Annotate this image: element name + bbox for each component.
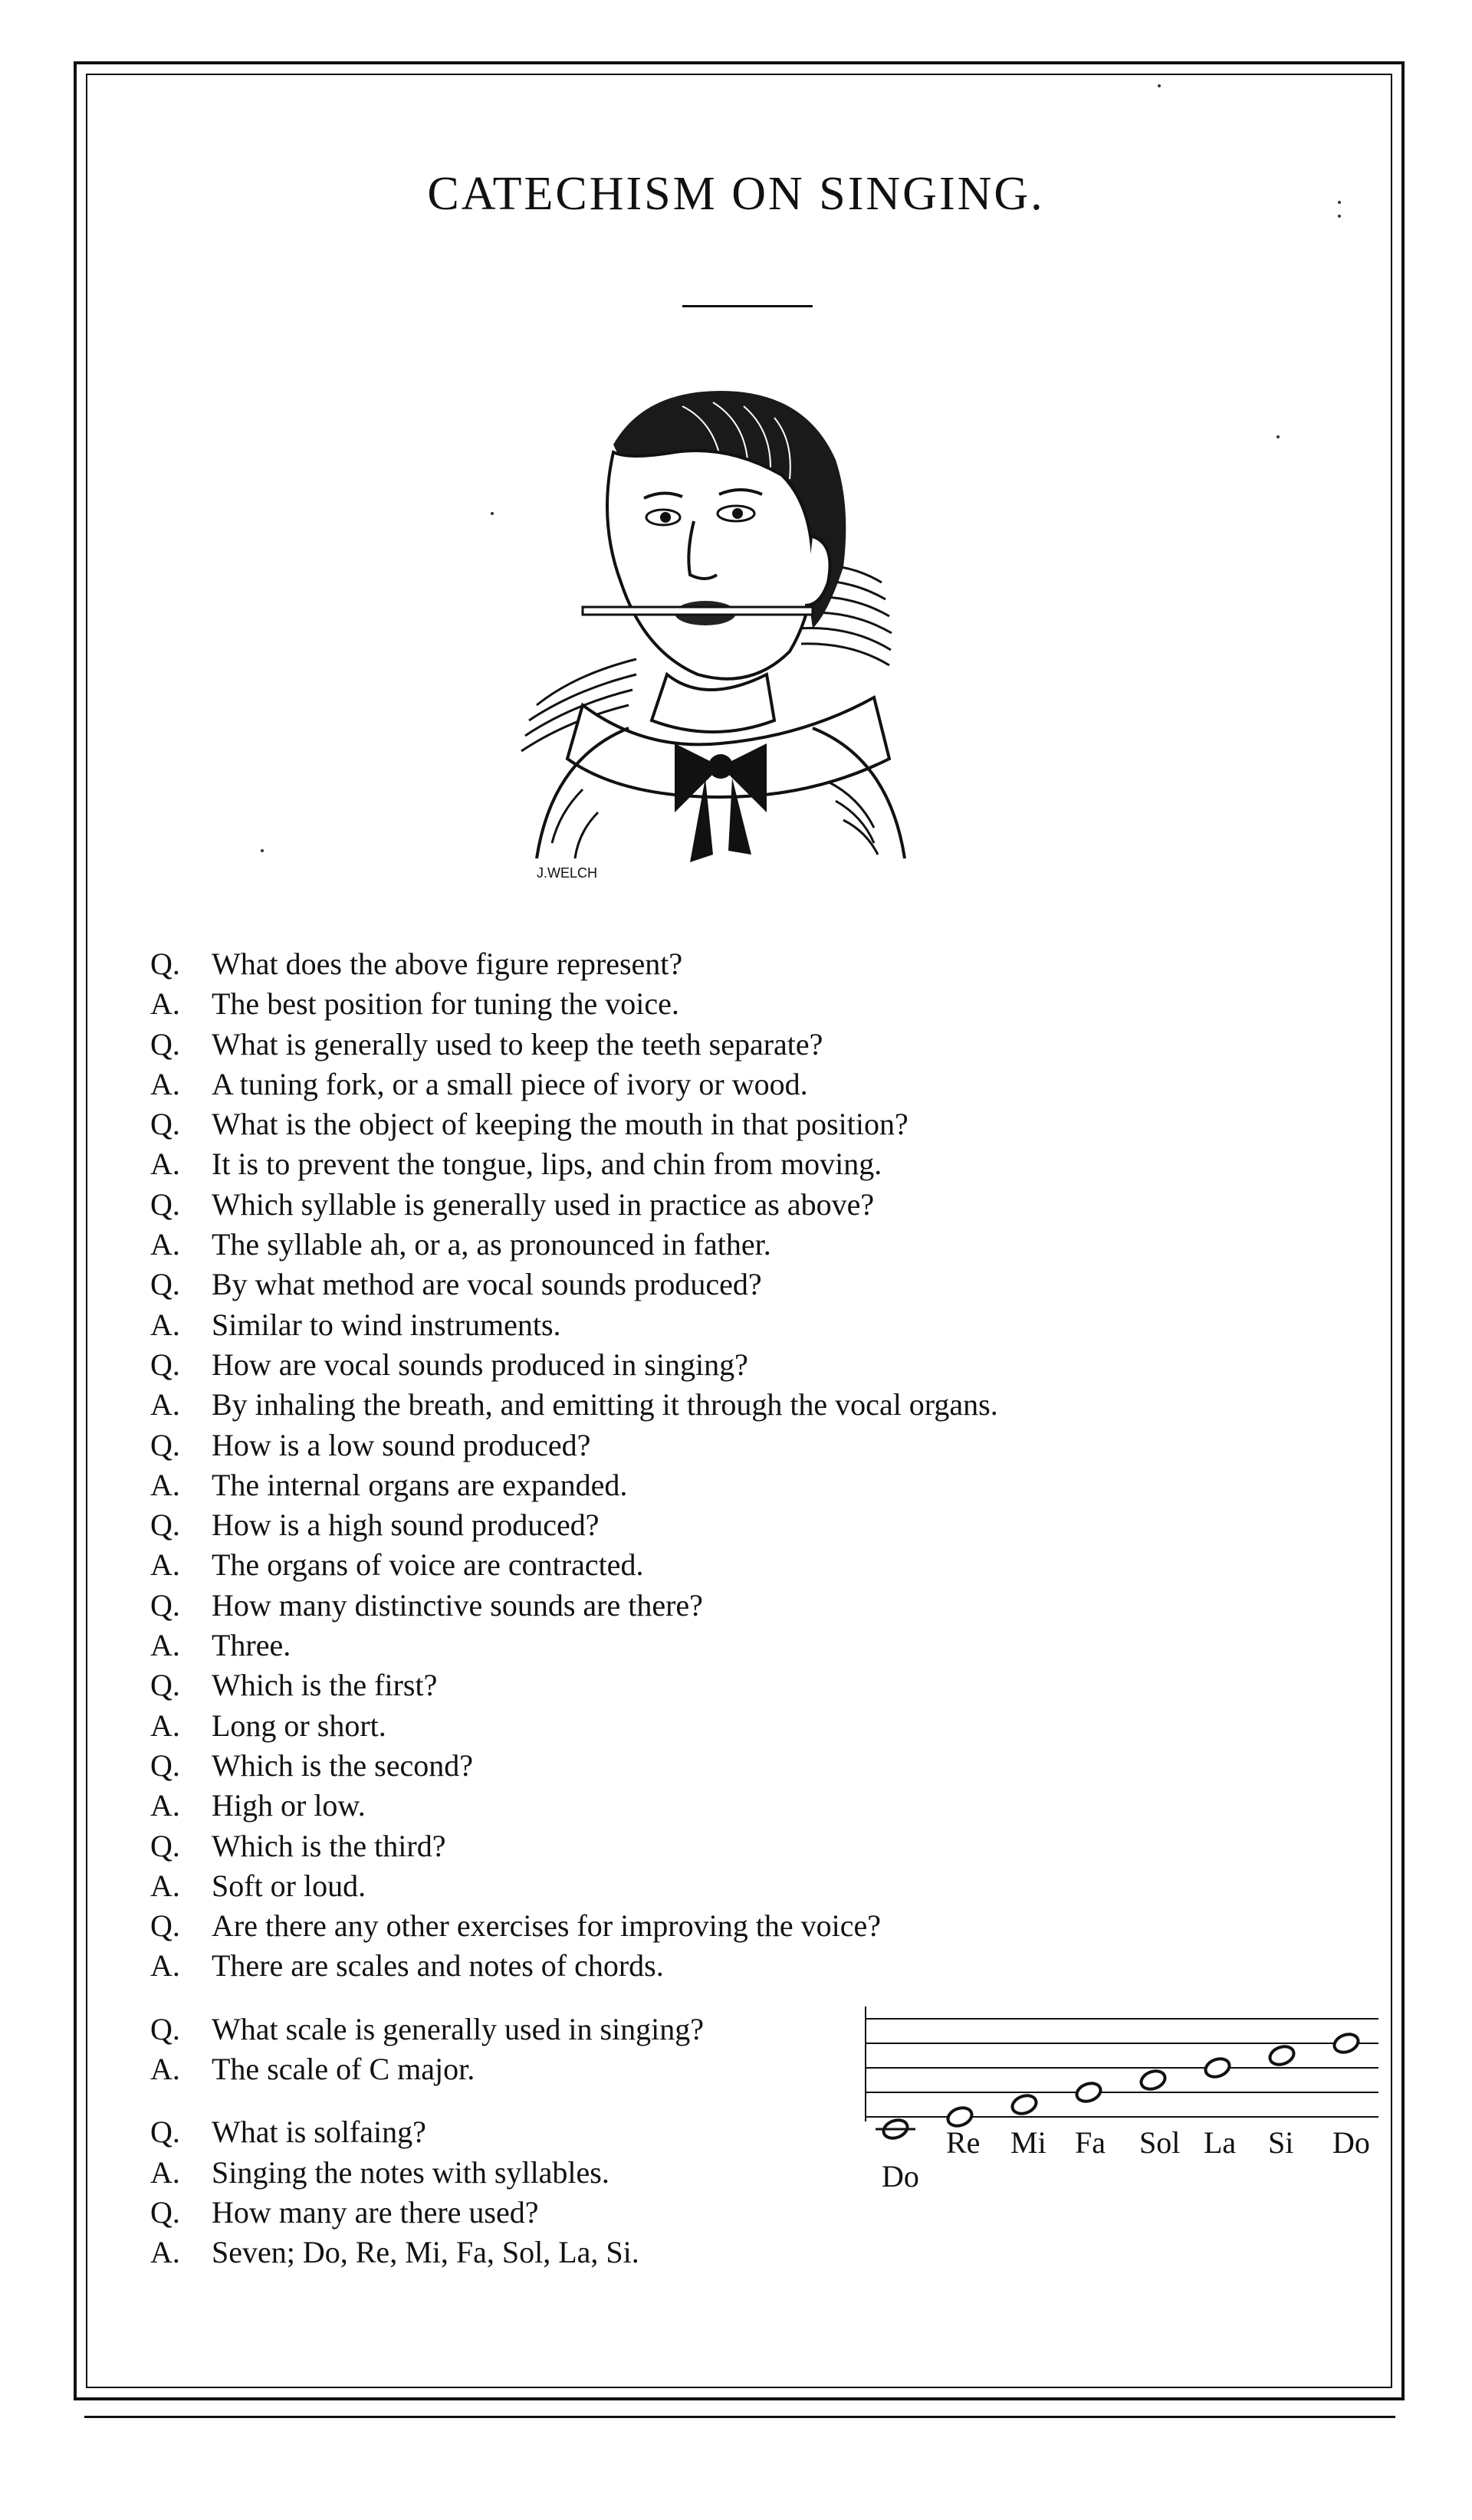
scale-syllable: Mi xyxy=(1010,2125,1046,2160)
scale-syllable-labels xyxy=(882,2125,1388,2209)
answer-line xyxy=(150,1305,1377,1345)
answer-line xyxy=(150,1225,1377,1265)
qa-marker: Q. xyxy=(150,2194,180,2230)
qa-text: By what method are vocal sounds produced? xyxy=(212,1267,762,1302)
qa-text: It is to prevent the tongue, lips, and chin from moving. xyxy=(212,1147,882,1182)
qa-marker: A. xyxy=(150,1868,180,1903)
qa-text: How many distinctive sounds are there? xyxy=(212,1587,703,1623)
qa-text: What scale is generally used in singing? xyxy=(212,2011,705,2046)
scale-note xyxy=(1138,2068,1168,2092)
scale-note xyxy=(1010,2092,1039,2117)
scale-syllable: Do xyxy=(1332,2125,1370,2160)
scale-note xyxy=(1203,2056,1232,2080)
qa-text: By inhaling the breath, and emitting it through the vocal organs. xyxy=(212,1387,998,1422)
question-line xyxy=(150,1665,1377,1705)
page-title: CATECHISM ON SINGING. xyxy=(427,168,1045,220)
qa-text: Soft or loud. xyxy=(212,1868,366,1903)
qa-text: How are vocal sounds produced in singing? xyxy=(212,1347,748,1382)
qa-marker: Q. xyxy=(150,1347,180,1382)
qa-marker: A. xyxy=(150,1547,180,1583)
qa-marker: Q. xyxy=(150,1267,180,1302)
answer-line xyxy=(150,1545,1377,1585)
qa-text: How is a high sound produced? xyxy=(212,1508,600,1543)
c-major-scale-staff xyxy=(865,2006,1386,2144)
qa-marker: A. xyxy=(150,1628,180,1663)
qa-marker: A. xyxy=(150,2235,180,2270)
qa-text: There are scales and notes of chords. xyxy=(212,1948,664,1984)
qa-marker: Q. xyxy=(150,1587,180,1623)
qa-marker: Q. xyxy=(150,1026,180,1061)
scale-syllable: La xyxy=(1204,2125,1237,2160)
qa-marker: A. xyxy=(150,1948,180,1984)
qa-text: What does the above figure represent? xyxy=(212,947,683,981)
qa-marker: Q. xyxy=(150,1427,180,1462)
question-line xyxy=(150,1345,1377,1385)
qa-marker: A. xyxy=(150,1307,180,1342)
qa-marker: Q. xyxy=(150,1668,180,1703)
qa-text: What is the object of keeping the mouth in that position? xyxy=(212,1107,909,1142)
qa-text: The organs of voice are contracted. xyxy=(212,1547,644,1583)
qa-text: Singing the notes with syllables. xyxy=(212,2154,610,2190)
answer-line xyxy=(150,1786,1377,1826)
qa-marker: A. xyxy=(150,2154,180,2190)
qa-text: Which is the first? xyxy=(212,1668,438,1703)
qa-marker: Q. xyxy=(150,2115,180,2150)
qa-marker: A. xyxy=(150,986,180,1022)
answer-line xyxy=(150,984,1377,1024)
title-divider xyxy=(682,305,813,307)
qa-marker: A. xyxy=(150,1467,180,1502)
answer-line xyxy=(150,1626,1377,1665)
question-line xyxy=(150,1185,1377,1225)
qa-text: Are there any other exercises for improving the voice? xyxy=(212,1908,881,1944)
answer-line xyxy=(150,1946,1377,1986)
qa-marker: A. xyxy=(150,1788,180,1823)
qa-text: High or low. xyxy=(212,1788,366,1823)
singer-portrait-illustration xyxy=(491,383,981,920)
answer-line xyxy=(150,1465,1377,1505)
answer-line xyxy=(150,1385,1377,1425)
answer-line xyxy=(150,1706,1377,1746)
qa-marker: Q. xyxy=(150,1508,180,1543)
scale-syllable: Re xyxy=(946,2125,981,2160)
question-line xyxy=(150,1025,1377,1065)
qa-text: The syllable ah, or a, as pronounced in father. xyxy=(212,1227,771,1262)
qa-text: The internal organs are expanded. xyxy=(212,1467,628,1502)
qa-text: Seven; Do, Re, Mi, Fa, Sol, La, Si. xyxy=(212,2235,639,2270)
answer-line xyxy=(150,2233,1377,2272)
qa-marker: Q. xyxy=(150,1186,180,1222)
question-line xyxy=(150,1426,1377,1465)
qa-marker: Q. xyxy=(150,947,180,981)
qa-text: A tuning fork, or a small piece of ivory or wood. xyxy=(212,1066,808,1101)
qa-text: What is solfaing? xyxy=(212,2115,426,2150)
qa-marker: Q. xyxy=(150,1908,180,1944)
scale-syllable: Do xyxy=(882,2159,919,2194)
qa-text: How is a low sound produced? xyxy=(212,1427,591,1462)
answer-line xyxy=(150,1866,1377,1906)
question-line xyxy=(150,1505,1377,1545)
answer-line xyxy=(150,1065,1377,1104)
question-line xyxy=(150,1906,1377,1946)
engraver-signature: J.WELCH xyxy=(537,865,598,881)
bottom-rule xyxy=(84,2416,1395,2418)
qa-marker: Q. xyxy=(150,1747,180,1783)
qa-marker: Q. xyxy=(150,1828,180,1863)
scale-syllable: Sol xyxy=(1139,2125,1181,2160)
qa-text: How many are there used? xyxy=(212,2194,539,2230)
question-line xyxy=(150,1104,1377,1144)
scale-note xyxy=(1332,2031,1361,2056)
question-line xyxy=(150,1265,1377,1304)
qa-marker: Q. xyxy=(150,2011,180,2046)
qa-text: Which is the second? xyxy=(212,1747,473,1783)
answer-line xyxy=(150,1144,1377,1184)
question-line xyxy=(150,944,1377,984)
qa-text: Which syllable is generally used in practice as above? xyxy=(212,1186,875,1222)
question-line xyxy=(150,1826,1377,1866)
qa-text: The scale of C major. xyxy=(212,2052,475,2087)
qa-text: The best position for tuning the voice. xyxy=(212,986,679,1022)
qa-marker: A. xyxy=(150,2052,180,2087)
scale-syllable: Fa xyxy=(1075,2125,1106,2160)
scale-syllable: Si xyxy=(1268,2125,1294,2160)
qa-marker: A. xyxy=(150,1066,180,1101)
qa-text: What is generally used to keep the teeth separate? xyxy=(212,1026,823,1061)
qa-marker: Q. xyxy=(150,1107,180,1142)
qa-text: Three. xyxy=(212,1628,291,1663)
qa-text: Similar to wind instruments. xyxy=(212,1307,561,1342)
qa-marker: A. xyxy=(150,1708,180,1743)
qa-marker: A. xyxy=(150,1387,180,1422)
qa-text: Which is the third? xyxy=(212,1828,446,1863)
scale-note xyxy=(1267,2043,1296,2068)
staff-lines xyxy=(865,2019,1378,2117)
scale-note xyxy=(1074,2080,1103,2105)
qa-marker: A. xyxy=(150,1227,180,1262)
question-line xyxy=(150,1586,1377,1626)
question-line xyxy=(150,1746,1377,1786)
qa-marker: A. xyxy=(150,1147,180,1182)
qa-text: Long or short. xyxy=(212,1708,386,1743)
